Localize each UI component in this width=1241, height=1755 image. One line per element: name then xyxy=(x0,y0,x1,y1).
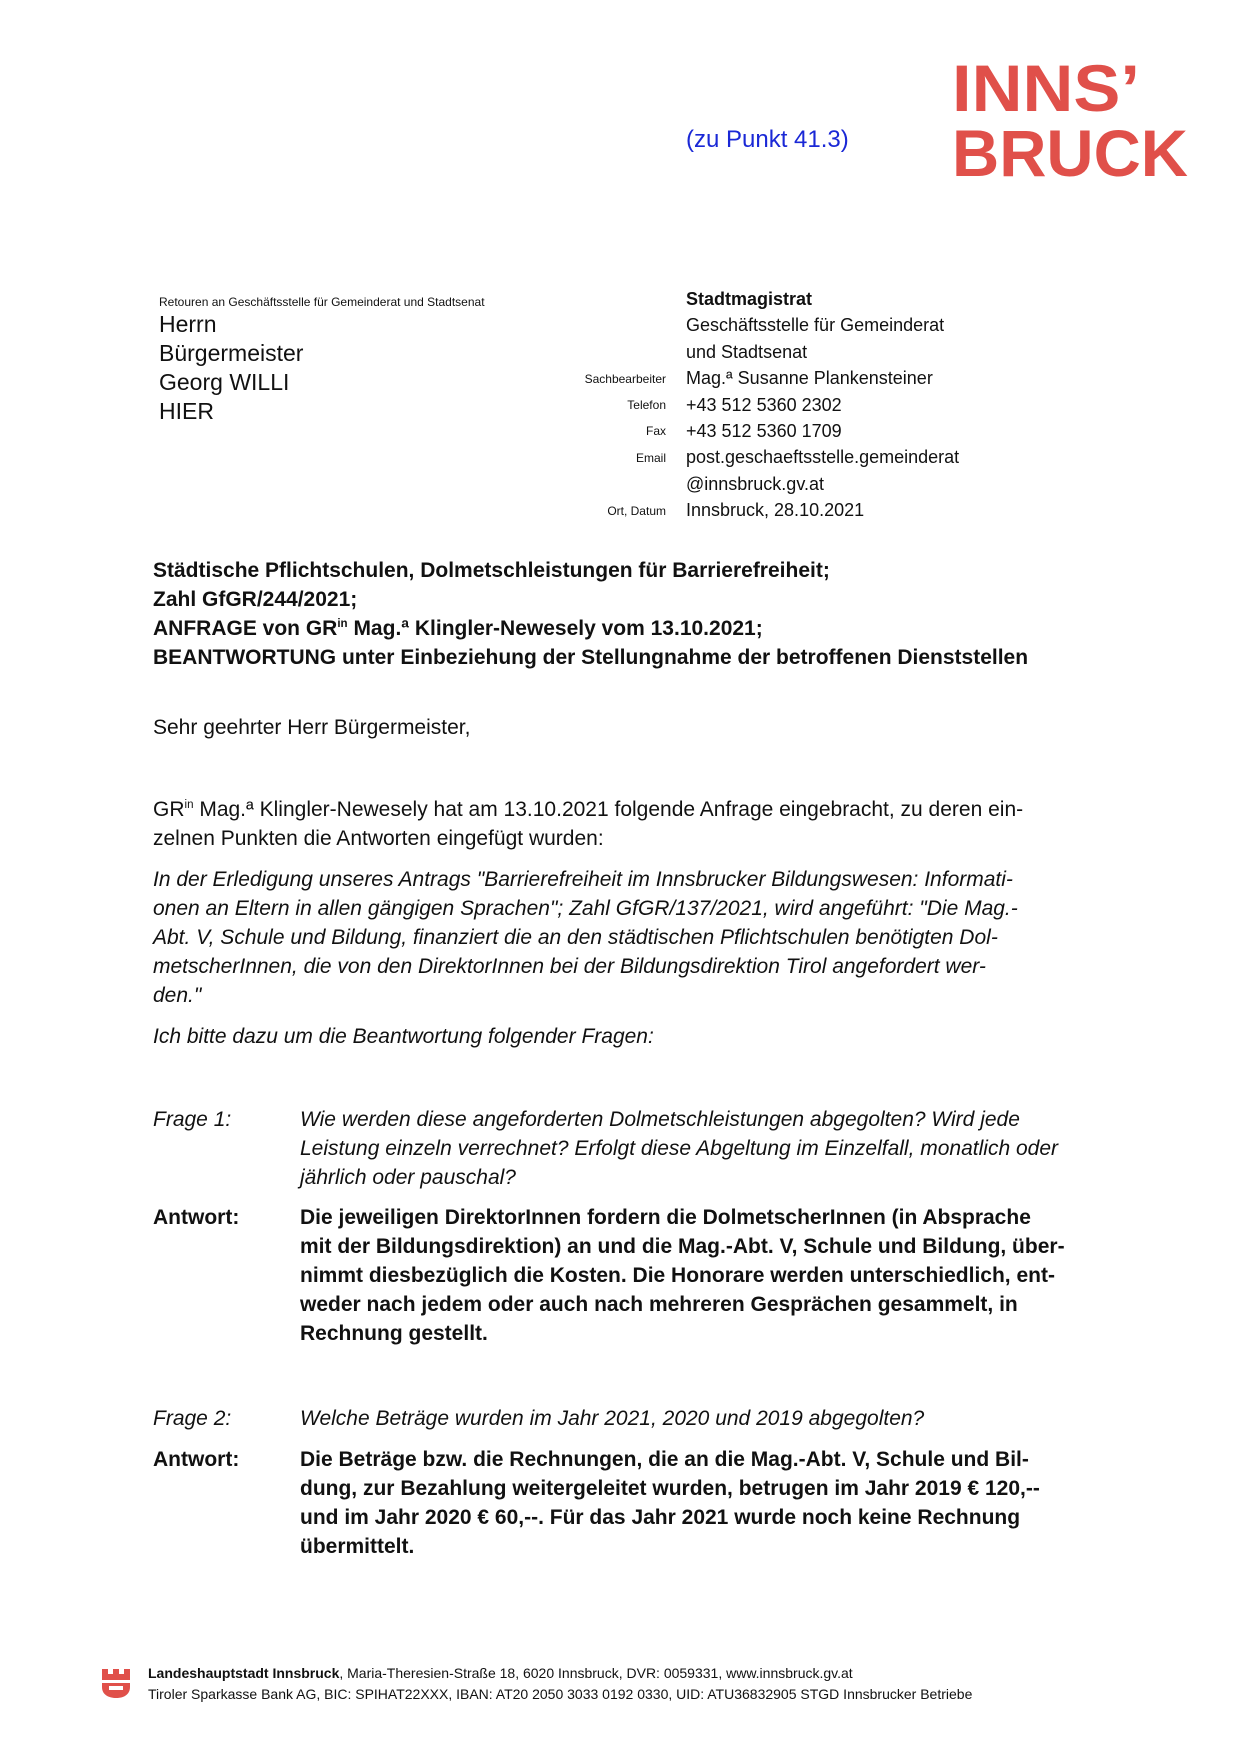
salutation: Sehr geehrter Herr Bürgermeister, xyxy=(153,716,471,739)
date-value: Innsbruck, 28.10.2021 xyxy=(686,500,865,521)
question-label: Frage 1: xyxy=(153,1108,232,1131)
subject-line: Zahl GfGR/244/2021; xyxy=(153,588,358,611)
return-address-note: Retouren an Geschäftsstelle für Gemeinderat und Stadtsenat xyxy=(159,295,485,309)
question-text: Wie werden diese angeforderten Dolmetschleistungen abgegolten? Wird jede Leistung einzeln verrechnet? Erfolgt diese Abgeltung im Einzelfall, monatlich oder jährlich oder pauschal? xyxy=(300,1108,1058,1189)
recipient-address xyxy=(159,310,303,426)
subject xyxy=(153,556,1133,672)
fax-label: Fax xyxy=(645,424,666,438)
email-label: Email xyxy=(635,451,666,465)
sender-dept-2: und Stadtsenat xyxy=(686,341,808,362)
intro-paragraph: $GR^{in}$ Mag.ª Klingler-Newesely hat am 13.10.2021 folgende Anfrage eingebracht, zu deren ein- zelnen Punkten die Antworten eingefügt wurden: xyxy=(153,798,1024,850)
clerk-value: Mag.ª Susanne Plankensteiner xyxy=(686,368,933,389)
phone-label: Telefon xyxy=(627,398,666,412)
subject-line: ANFRAGE von $GR^{in}$ Mag.ª Klingler-Newesely vom 13.10.2021; xyxy=(153,617,763,640)
email-value-1: post.geschaeftsstelle.gemeinderat xyxy=(686,447,960,468)
logo-line-2: BRUCK xyxy=(952,116,1189,180)
logo-line-1: INNS’ xyxy=(952,56,1140,125)
footer-line-1: Landeshauptstadt Innsbruck, Maria-Theresien-Straße 18, 6020 Innsbruck, DVR: 0059331, www.innsbruck.gv.at xyxy=(148,1665,853,1681)
clerk-label: Sachbearbeiter xyxy=(584,372,666,386)
question-text: Welche Beträge wurden im Jahr 2021, 2020 und 2019 abgegolten? xyxy=(300,1407,925,1430)
city-emblem-icon xyxy=(101,1667,131,1699)
phone-value: +43 512 5360 2302 xyxy=(686,394,842,415)
recipient-line: Georg WILLI xyxy=(159,369,290,395)
recipient-line: HIER xyxy=(159,398,214,424)
email-value-2: @innsbruck.gv.at xyxy=(686,473,824,494)
answer-text: Die Beträge bzw. die Rechnungen, die an die Mag.-Abt. V, Schule und Bil- dung, zur Bezahlung weitergeleitet wurden, betrugen im Jahr 2019 € 120,-- und im Jahr 2020 € 60,--. Für das Jahr 2021 wurde noch keine Rechnung übermittelt. xyxy=(300,1448,1040,1558)
answer-text: Die jeweiligen DirektorInnen fordern die DolmetscherInnen (in Absprache mit der Bildungsdirektion) an und die Mag.-Abt. V, Schule und Bildung, über- nimmt diesbezüglich die Kosten. Die Honorare werden unterschiedlich, ent- weder nach jedem oder auch nach mehreren Gesprächen gesammelt, in Rechnung gestellt. xyxy=(300,1206,1065,1345)
subject-line: BEANTWORTUNG unter Einbeziehung der Stellungnahme der betroffenen Dienststellen xyxy=(153,646,1029,669)
innsbruck-logo xyxy=(952,56,1192,180)
sender-block xyxy=(686,286,959,524)
request-line: Ich bitte dazu um die Beantwortung folgender Fragen: xyxy=(153,1025,654,1048)
footer-line-2: Tiroler Sparkasse Bank AG, BIC: SPIHAT22XXX, IBAN: AT20 2050 3033 0192 0330, UID: ATU36832905 STGD Innsbrucker Betriebe xyxy=(148,1686,973,1702)
recipient-line: Herrn xyxy=(159,311,217,337)
sender-org: Stadtmagistrat xyxy=(686,289,813,309)
quote-paragraph: In der Erledigung unseres Antrags "Barrierefreiheit im Innsbrucker Bildungswesen: Informati- onen an Eltern in allen gängigen Sprachen"; Zahl GfGR/137/2021, wird angeführt: "Die Mag.- Abt. V, Schule und Bildung, finanziert die an den städtischen Pflichtschulen benötigten Dol- metscherInnen, die von den DirektorInnen bei der Bildungsdirektion Tirol angefordert wer- den." xyxy=(153,868,1018,1007)
question-label: Frage 2: xyxy=(153,1407,232,1430)
sender-dept-1: Geschäftsstelle für Gemeinderat xyxy=(686,315,945,336)
answer-label: Antwort: xyxy=(153,1206,240,1229)
fax-value: +43 512 5360 1709 xyxy=(686,421,842,442)
date-label: Ort, Datum xyxy=(607,504,666,518)
recipient-line: Bürgermeister xyxy=(159,340,304,366)
agenda-reference: (zu Punkt 41.3) xyxy=(686,126,849,153)
answer-label: Antwort: xyxy=(153,1448,240,1471)
subject-line: Städtische Pflichtschulen, Dolmetschleistungen für Barrierefreiheit; xyxy=(153,559,830,582)
